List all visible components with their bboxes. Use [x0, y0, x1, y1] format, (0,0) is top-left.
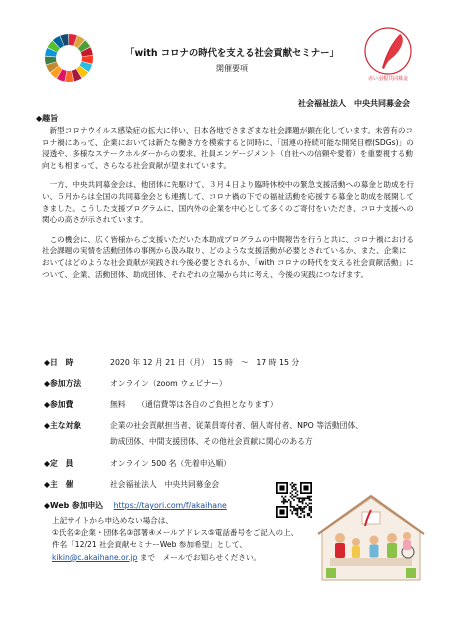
qr-module — [300, 516, 302, 518]
qr-module — [291, 494, 293, 496]
detail-value: オンライン（zoom ウェビナー） — [110, 379, 227, 388]
qr-module — [295, 509, 297, 511]
qr-module — [297, 494, 299, 496]
qr-module — [310, 503, 312, 505]
fallback-line-3: 件名「12/21 社会貢献セミナーWeb 参加希望」として、 — [52, 540, 247, 550]
qr-module — [293, 506, 295, 508]
qr-module — [300, 506, 302, 508]
detail-row-method — [44, 378, 227, 390]
qr-module — [309, 509, 311, 511]
qr-module — [298, 506, 300, 508]
qr-module — [307, 496, 309, 498]
qr-module — [293, 508, 295, 510]
qr-module — [310, 496, 312, 498]
qr-module — [290, 504, 292, 506]
red-feather-logo — [362, 24, 414, 84]
qr-module — [295, 487, 297, 489]
qr-module — [305, 503, 307, 505]
qr-module — [295, 513, 297, 515]
qr-module — [303, 497, 305, 499]
qr-module — [286, 501, 288, 503]
purpose-heading: ◆趣旨 — [36, 114, 59, 123]
qr-module — [293, 485, 295, 487]
detail-value: 社会福祉法人 中央共同募金会 — [110, 480, 220, 489]
qr-code-icon[interactable] — [276, 482, 312, 518]
qr-module — [291, 482, 293, 484]
qr-finder — [279, 485, 284, 490]
paragraph-1: 新型コロナウイルス感染症の拡大に伴い、日本各地でさまざまな社会課題が顕在化しています。未曾有のコロナ禍にあって、企業においては新たな働き方を模索すると同時に、「国連の持続可能な開発目標(SDGs)」の浸透や、多様なステークホルダーからの要求、社員エンゲージメント（自社への信頼や愛着）を重要視する動向とも相まって、さらなる社会貢献が望まれています。 — [42, 126, 414, 170]
qr-module — [283, 501, 285, 503]
detail-value: オンライン 500 名（先着申込順） — [110, 459, 231, 468]
qr-module — [309, 499, 311, 501]
qr-module — [290, 484, 292, 486]
logo-text-bottom: 赤い羽根共同募金 — [367, 76, 409, 82]
qr-module — [291, 497, 293, 499]
qr-module — [293, 489, 295, 491]
detail-key: ◆主な対象 — [44, 421, 82, 430]
qr-module — [298, 508, 300, 510]
fallback-instructions — [52, 515, 298, 564]
purpose-body — [42, 125, 414, 280]
qr-module — [283, 497, 285, 499]
detail-key: ◆参加費 — [44, 400, 74, 409]
contact-email[interactable]: kikin@c.akaihane.or.jp — [52, 552, 138, 562]
qr-module — [310, 506, 312, 508]
family-house-illustration — [316, 492, 426, 582]
qr-module — [281, 496, 283, 498]
fallback-line-4-suffix: まで メールでお知らせください。 — [137, 552, 262, 562]
paragraph-3: この機会に、広く皆様からご支援いただいた本助成プログラムの中間報告を行うと共に、コロナ禍における社会課題の実情を活動団体の事例から汲み取り、どのような支援活動が必要とされているか、また、企業においてはどのような社会貢献が実践され今後必要とされるか、「with コロナの時代を支える社会貢献活動」について、企業、活動団体、助成団体、それぞれの立場から共に考え、今後の実践につなげます。 — [42, 234, 415, 279]
detail-row-target — [44, 420, 363, 432]
web-apply-url[interactable]: https://tayori.com/f/akaihane — [113, 501, 227, 510]
qr-module — [297, 508, 299, 510]
detail-value: 無料 （通信費等は各自のご負担となります） — [110, 400, 278, 409]
qr-module — [305, 506, 307, 508]
qr-module — [310, 509, 312, 511]
qr-module — [303, 508, 305, 510]
qr-module — [291, 513, 293, 515]
qr-module — [305, 497, 307, 499]
detail-row-target-cont — [44, 436, 313, 448]
qr-module — [302, 499, 304, 501]
sdgs-wheel-icon — [44, 33, 94, 83]
qr-module — [307, 497, 309, 499]
detail-value: 2020 年 12 月 21 日（月） 15 時 ～ 17 時 15 分 — [110, 358, 300, 367]
qr-module — [303, 499, 305, 501]
qr-module — [291, 491, 293, 493]
qr-module — [310, 499, 312, 501]
qr-module — [290, 503, 292, 505]
qr-module — [309, 496, 311, 498]
qr-module — [285, 501, 287, 503]
detail-row-capacity — [44, 458, 231, 470]
detail-value: 助成団体、中間支援団体、その他社会貢献に関心のある方 — [110, 437, 313, 446]
qr-module — [297, 509, 299, 511]
qr-module — [309, 515, 311, 517]
qr-module — [298, 499, 300, 501]
qr-module — [290, 501, 292, 503]
qr-module — [291, 511, 293, 513]
qr-module — [295, 496, 297, 498]
page-subtitle: 開催要項 — [216, 64, 248, 73]
qr-module — [283, 503, 285, 505]
qr-module — [283, 499, 285, 501]
qr-module — [297, 515, 299, 517]
qr-module — [290, 492, 292, 494]
detail-row-datetime — [44, 357, 299, 369]
qr-module — [298, 501, 300, 503]
qr-module — [310, 508, 312, 510]
qr-module — [309, 513, 311, 515]
qr-module — [300, 508, 302, 510]
qr-module — [291, 485, 293, 487]
qr-module — [310, 511, 312, 513]
qr-module — [298, 516, 300, 518]
detail-row-host — [44, 479, 219, 491]
qr-finder — [279, 509, 284, 514]
qr-module — [290, 506, 292, 508]
qr-module — [302, 497, 304, 499]
web-apply-line — [44, 500, 227, 511]
detail-row-fee — [44, 399, 278, 411]
qr-finder — [303, 485, 308, 490]
qr-module — [303, 515, 305, 517]
qr-module — [295, 508, 297, 510]
detail-value: 企業の社会貢献担当者、従業員寄付者、個人寄付者、NPO 等活動団体、 — [110, 421, 364, 430]
fallback-line-2: ①氏名②企業・団体名③部署④メールアドレス⑤電話番号をご記入の上、 — [52, 528, 299, 538]
qr-module — [288, 499, 290, 501]
qr-module — [303, 516, 305, 518]
qr-module — [303, 511, 305, 513]
qr-module — [293, 499, 295, 501]
qr-module — [307, 513, 309, 515]
qr-module — [300, 497, 302, 499]
qr-module — [297, 513, 299, 515]
qr-module — [297, 497, 299, 499]
qr-module — [291, 487, 293, 489]
web-apply-label: ◆Web 参加申込 — [44, 501, 104, 510]
qr-module — [295, 489, 297, 491]
qr-module — [309, 497, 311, 499]
qr-module — [291, 506, 293, 508]
qr-module — [303, 506, 305, 508]
qr-module — [290, 496, 292, 498]
qr-module — [302, 509, 304, 511]
qr-module — [310, 516, 312, 518]
qr-module — [307, 515, 309, 517]
fallback-line-4 — [52, 552, 298, 564]
qr-module — [290, 509, 292, 511]
qr-module — [281, 501, 283, 503]
qr-module — [309, 508, 311, 510]
qr-module — [297, 504, 299, 506]
qr-module — [293, 484, 295, 486]
organizer-name: 社会福祉法人 中央共同募金会 — [298, 99, 410, 108]
fallback-line-1: 上記サイトから申込めない場合は、 — [52, 516, 173, 525]
qr-module — [293, 496, 295, 498]
detail-key: ◆定 員 — [44, 459, 74, 468]
detail-key: ◆参加方法 — [44, 379, 82, 388]
qr-module — [302, 511, 304, 513]
page-title: 「with コロナの時代を支える社会貢献セミナー」 — [125, 48, 339, 59]
qr-module — [302, 508, 304, 510]
qr-module — [300, 513, 302, 515]
qr-module — [285, 499, 287, 501]
qr-module — [295, 484, 297, 486]
qr-module — [307, 504, 309, 506]
qr-module — [295, 492, 297, 494]
qr-module — [309, 503, 311, 505]
detail-key: ◆主 催 — [44, 480, 74, 489]
qr-module — [297, 511, 299, 513]
qr-module — [298, 497, 300, 499]
qr-module — [302, 501, 304, 503]
qr-module — [300, 501, 302, 503]
qr-module — [293, 509, 295, 511]
qr-module — [297, 491, 299, 493]
qr-module — [302, 503, 304, 505]
detail-key: ◆日 時 — [44, 358, 74, 367]
qr-module — [300, 509, 302, 511]
paragraph-2: 一方、中央共同募金会は、他団体に先駆けて、３月４日より臨時休校中の緊急支援活動への募金と助成を行い、５月からは全国の共同募金会とも連携して、コロナ禍の下での福祉活動を応援する募金と助成を展開してきました。こうした支援プログラムに、国内外の企業を中心として多くのご寄付をいただき、コロナ支援への関心の高さが示されています。 — [42, 180, 414, 225]
qr-module — [309, 506, 311, 508]
qr-module — [285, 496, 287, 498]
